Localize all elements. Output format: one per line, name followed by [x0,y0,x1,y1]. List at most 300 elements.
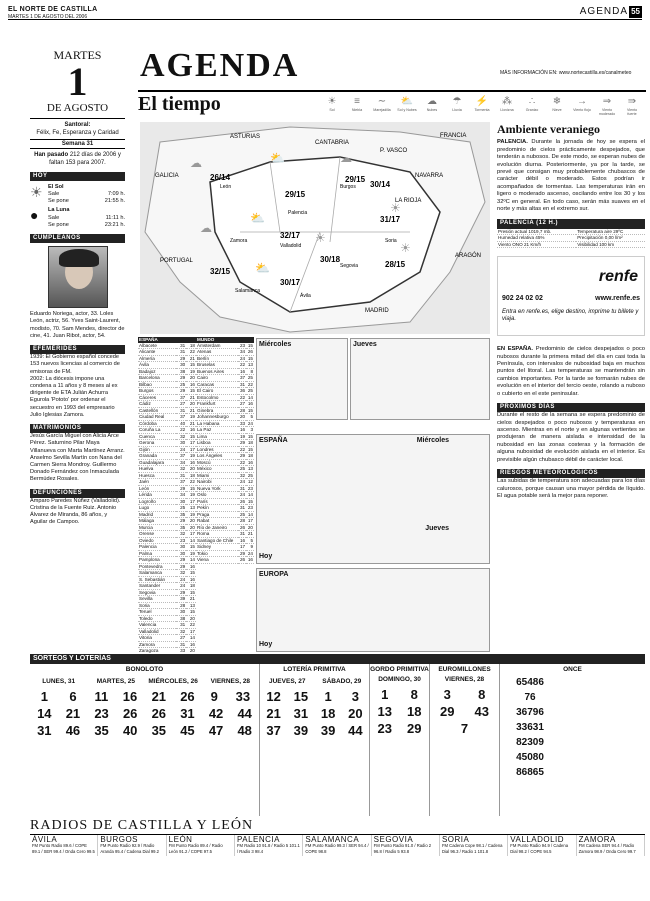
spain-city-row: Zaragoza 33 20 [139,648,195,653]
svg-text:30/18: 30/18 [320,255,341,264]
lottery-number: 20 [348,705,363,721]
next-days-header: PRÓXIMOS DÍAS [497,403,645,412]
sun-label: El Sol [48,183,64,190]
svg-text:☁: ☁ [190,156,202,170]
svg-text:Ávila: Ávila [300,293,311,299]
spain-city-row: Orense 32 17 [139,531,195,536]
world-city-row: Frankfurt 27 16 [197,401,253,406]
once-number: 45080 [516,751,544,763]
spain-city-row: Toledo 38 20 [139,615,195,621]
sun-block [30,184,125,206]
lottery-header: SORTEOS Y LOTERÍAS [30,654,645,664]
radio-province: VALLADOLID [510,835,565,844]
lottery-number: 26 [122,705,138,721]
palencia-data: Presión actual 1019,7 mb. Temperatura aire 29ºC Humedad relativa 45% Precipitación 0,00 l/m² Viento ONO 21 Km/h Visibilidad 100 km [497,229,645,249]
spain-cities: ESPAÑA Albacete 31 18 Alicante 31 22 Almería 29 21 Ávila 30 15 Badajoz 38 19 Barcelona 29 20 Bilbao 25 16 Burgos 29 15 Cáceres 37 21 Cádiz 27 20 Castellón 31 21 Ciudad Real 37 19 Córdoba 40 21 Coruña La 22 16 Cuenca 32 15 Gerona 30 17 Gijón 24 17 Granada 37 19 Guadalajara 34 16 Huelva 32 20 Huesca 31 18 Jaén 37 22 León 29 15 Lérida 34 19 Logroño 30 17 Lugo 25 13 Madrid 35 19 Málaga 29 20 Murcia 35 20 Orense 32 17 Oviedo 23 14 Palencia 30 15 Palma 30 19 Pamplona 29 14 Pontevedra 29 16 Salamanca 32 15 S. Sebastián 24 16 Santander 24 18 Segovia 29 15 Sevilla 39 21 Soria 28 13 Teruel 30 15 Toledo 38 20 Valencia 31 22 Valladolid 32 17 Vitoria 27 14 Zamora 31 16 Zaragoza 33 20 [139,337,195,653]
lottery-number-row [260,722,315,739]
svg-text:Palencia: Palencia [288,210,308,216]
radio-stations: FM Radio 10 91.8 / Radio 5 101.1 / Radio 3 98.4 [236,843,300,854]
lottery-number: 21 [151,688,167,704]
spain-city-row: Ávila 30 15 [139,362,195,367]
radio-stations: FM Cadena Cope 98.1 / Cadena Dial 96.3 / Radio 1 101.8 [441,843,503,854]
map-svg [140,122,490,334]
lottery-number-row [430,686,499,703]
svg-text:MADRID: MADRID [365,308,389,314]
lottery-number-row [145,688,202,705]
spain-city-row: Segovia 29 15 [139,589,195,595]
radio-stations: FM Punto Radio 94.9 / Cadena Dial 98.2 / COPE 94.5 [510,843,569,854]
spain-city-row: Badajoz 38 19 [139,368,195,374]
deaths-header: DEFUNCIONES [30,489,125,498]
lottery-number: 1 [324,688,332,704]
once-number: 65486 [516,676,544,688]
radio-column [98,835,166,856]
spain-city-row: Granada 37 19 [139,453,195,458]
lottery-number: 48 [237,722,252,738]
spain-city-row: Gijón 24 17 [139,446,195,452]
radio-stations: FM Cadena SER 94.4 / Radio Zamora 98.9 / Onda Cero 99.7 [578,843,636,854]
elapsed-text: 212 días de 2006 y faltan 153 para 2007. [49,151,121,166]
birthdays-text: Eduardo Noriega, actor, 33. Loles León, actriz, 56. Yves Saint-Laurent, modisto, 70. Sam Mendes, director de cine, 41. Juan Ribot, actor, 54. [30,311,125,339]
lottery-number: 8 [410,686,418,702]
today-header: HOY [30,172,125,181]
spain-city-row: Cáceres 37 21 [139,394,195,400]
radio-province: SEGOVIA [373,835,414,844]
moon-set-time: 23:21 h. [104,221,125,228]
spain-city-row: Lérida 34 19 [139,492,195,497]
lottery-number: 6 [69,688,77,704]
deaths-text: Amparo Paredes Núñez (Valladolid). Cristina de la Fuente Ruiz. Antonio Álvarez de Miranda, 86 años, y Aguilar de Campoo. [30,497,121,526]
lottery-number: 1 [40,688,48,704]
radio-column [577,835,645,856]
renfe-web[interactable]: www.renfe.es [595,295,640,303]
svg-text:28/15: 28/15 [385,260,406,269]
world-city-row: Río de Janeiro 26 20 [197,524,253,530]
spain-city-row: Ciudad Real 37 19 [139,414,195,419]
radio-province: SORIA [441,835,470,844]
svg-text:⛅: ⛅ [250,211,265,225]
moon-label: La Luna [48,207,70,214]
article-body [497,139,645,213]
day-number: 1 [67,59,88,105]
week-number: Semana 31 [30,139,125,149]
more-info: MÁS INFORMACIÓN EN: www.nortecastilla.es/canalmeteo [500,70,632,76]
next-days-text: Durante el resto de la semana se espera predominio de cielos despejados o poco nubosos y temperaturas en ascenso. Mientras en el norte y en algunas vertientes se produjeran de manera aislada e intensidad de la nubosidad en las zonas costeras y la formación de alguna nubosidad de evolución aislada en el interior. Es previsible algún chubasco débil de carácter local. [497,412,645,463]
radio-province: ÁVILA [32,835,58,844]
world-city-row: Praga 25 14 [197,511,253,517]
article-place: PALENCIA. [497,139,528,146]
radio-province: BURGOS [100,835,138,844]
world-city-row: Caracas 31 22 [197,381,253,387]
legend-wind-mod: ⇒ Viento moderado [598,96,616,117]
spain-city-row: Cuenca 32 15 [139,433,195,439]
world-city-row: Atenas 34 26 [197,349,253,354]
primitiva: LOTERÍA PRIMITIVA JUEVES, 27 12 15 21 31 37 39 SÁBADO, 29 1 3 18 20 39 44 [260,664,370,816]
spain-city-row: Logroño 30 17 [139,498,195,504]
world-city-row: Ámsterdam 23 15 [197,342,253,348]
spain-city-row: Castellón 31 21 [139,407,195,413]
spain-city-row: León 29 15 [139,485,195,491]
svg-text:GALICIA: GALICIA [155,173,179,179]
lottery-number-row [202,722,259,739]
spain-city-row: Vitoria 27 14 [139,635,195,640]
svg-text:29/15: 29/15 [345,175,366,184]
lottery-number: 44 [348,722,363,738]
radio-stations: FM Punto Radio 92.9 / Radio Aranda 95.4 / Cadena Dial 99.2 [100,843,159,854]
svg-text:CANTABRIA: CANTABRIA [315,140,349,146]
weddings-header: MATRIMONIOS [30,424,125,433]
lottery-number: 26 [180,688,195,704]
lottery-number-row [87,705,144,722]
svg-text:30/17: 30/17 [280,278,301,287]
world-city-row: Viena 26 16 [197,557,253,562]
world-city-row: Rabat 28 17 [197,518,253,523]
svg-text:26/14: 26/14 [210,173,231,182]
once-number: 76 [524,691,536,703]
lottery-number: 45 [180,722,195,738]
svg-text:Valladolid: Valladolid [280,243,302,249]
lottery-number-row [202,705,259,722]
lottery-number-row [87,722,144,739]
world-city-row: Lisboa 29 18 [197,440,253,445]
lottery-number-row [260,705,315,722]
lottery-number: 14 [37,705,52,721]
svg-text:LA RIOJA: LA RIOJA [395,198,422,204]
lottery-number: 3 [443,686,451,702]
lottery-number-row [145,705,202,722]
radio-stations: FM Punto Radio 91.0 / Radio 2 96.8 / Radio 5 93.8 [373,843,432,854]
spain-city-row: Zamora 31 16 [139,641,195,647]
weather-title: El tiempo [138,93,221,115]
lottery-number: 23 [377,720,392,736]
spain-city-row: Palma 30 19 [139,550,195,556]
svg-text:Segovia: Segovia [340,263,359,269]
svg-text:30/14: 30/14 [370,180,391,189]
hail-icon: ∴ [528,96,536,107]
wind-mod-icon: ⇒ [602,96,612,107]
legend-clouds: ☁ Nubes [422,96,442,122]
lottery-number-row [87,688,144,705]
sun-cloud-icon: ⛅ [400,96,414,107]
spain-city-row: Málaga 29 20 [139,518,195,523]
spain-city-row: Coruña La 22 16 [139,427,195,432]
radio-province: PALENCIA [236,835,280,844]
once-number: 33631 [516,721,544,733]
map-spain: ESPAÑA Hoy Miércoles Jueves [256,434,490,564]
radio-column [508,835,576,856]
lottery-number: 11 [94,688,109,704]
svg-text:León: León [220,184,232,190]
moon-icon: ● [30,207,39,224]
article-right [497,122,645,500]
lottery-number-row [315,722,370,739]
spain-city-row: Córdoba 40 21 [139,420,195,426]
euro-title: EUROMILLONES [438,666,491,673]
birthdays-header: CUMPLEAÑOS [30,234,125,243]
weekday: MARTES [53,48,102,62]
efemerides-header: EFEMÉRIDES [30,345,125,354]
spain-city-row: Bilbao 25 16 [139,381,195,387]
world-city-row: Oslo 24 14 [197,492,253,497]
palencia-box-title: PALENCIA (12 H.) [497,219,645,228]
once-title: ONCE [563,666,582,673]
lottery-number: 31 [293,705,309,721]
saints: Félix, Fe, Esperanza y Caridad [36,129,119,136]
world-city-row: Berlín 24 15 [197,355,253,361]
lottery-number: 31 [37,722,52,738]
spain-city-row: Murcia 35 20 [139,524,195,530]
spain-city-row: Guadalajara 34 16 [139,459,195,465]
spain-city-row: Teruel 30 15 [139,609,195,614]
moon-rise-label: Sale [48,214,60,221]
lottery-number-row [30,705,87,722]
renfe-phone: 902 24 02 02 [502,295,543,303]
lottery-number: 31 [180,705,195,721]
lottery-number: 37 [266,722,281,738]
spain-city-row: Gerona 30 17 [139,440,195,445]
spain-city-row: Albacete 31 18 [139,342,195,348]
svg-text:FRANCIA: FRANCIA [440,133,467,139]
month: DE AGOSTO [30,102,125,118]
spain-city-row: Burgos 29 15 [139,388,195,393]
lottery-number: 44 [237,705,252,721]
legend-sun-clouds: ⛅ Sol y Nubes [397,96,417,112]
lottery-number: 33 [235,688,251,704]
radio-province: ZAMORA [578,835,616,844]
legend-wind-strong: ⇛ Viento fuerte [622,96,642,122]
page-title: AGENDA [140,47,300,84]
radio-column [303,835,371,856]
lottery-number-row [430,720,499,737]
moon-rise-time: 11:11 h. [105,214,125,221]
sun-rise-time: 7:09 h. [107,190,125,197]
svg-text:Salamanca: Salamanca [235,288,261,294]
lottery-number-row [370,686,429,703]
radio-header: RADIOS DE CASTILLA Y LEÓN [30,818,254,833]
spain-city-row: Valencia 31 22 [139,622,195,627]
world-city-row: París 26 15 [197,498,253,504]
lottery-number: 29 [407,720,422,736]
lottery-number: 26 [151,705,167,721]
page-header [8,6,642,20]
renfe-logo: renfe [598,268,638,286]
lottery-number: 40 [122,722,138,738]
spain-city-row: Pamplona 29 14 [139,557,195,562]
once-number: 36796 [516,706,544,718]
spain-city-row: Pontevedra 29 16 [139,563,195,569]
sun-icon: ☀ [30,183,43,200]
elapsed [30,151,125,167]
lottery-number-row [30,688,87,705]
lottery-number-row [430,703,499,720]
lottery-number-row [202,688,259,705]
sun-rise-label: Sale [48,190,60,197]
spain-text: Predominio de cielos despejados o poco nubosos durante la primera mitad del día en casi toda la Península, con intervalos de nubosidad baja en muchos puntos del litoral. Las temperaturas se mantendrán sin cambios importantes. Por la tarde se formarán nubes de evolución en el interior del tercio oeste, rolando a nuboso o cubierto en el este peninsular. [497,346,645,397]
world-cities: MUNDO Ámsterdam 23 15 Atenas 34 26 Berlín 24 15 Bruselas 22 13 Buenos Aires 16 8 Cairo 37 25 Caracas 31 22 El Cairo 36 25 Estocolmo 22 14 Frankfurt 27 16 Ginebra 28 15 Johannesburgo 20 5 La Habana 33 24 La Paz 16 3 Lima 19 15 Lisboa 29 18 Londres 22 15 Los Ángeles 29 18 Moscú 22 16 México 25 13 Miami 32 25 Nairobi 24 12 Nueva York 31 23 Oslo 24 14 París 26 15 Pekín 31 23 Praga 25 14 Rabat 28 17 Río de Janeiro 26 20 Roma 31 21 Santiago de Chile 16 5 Sidney 17 9 Tokio 29 24 Viena 26 16 [197,337,253,562]
world-city-row: Pekín 31 23 [197,505,253,510]
world-city-row: La Habana 33 24 [197,420,253,426]
legend-snow: ❄ Nieve [547,96,567,122]
storm-icon: ⚡ [475,96,489,107]
world-city-row: Roma 31 21 [197,531,253,536]
radio-province: LEÓN [168,835,193,844]
svg-text:32/17: 32/17 [280,231,301,240]
elapsed-label: Han pasado [34,151,69,158]
weather-legend [322,96,642,122]
radio-column [167,835,235,856]
spain-city-row: Lugo 25 13 [139,505,195,510]
svg-text:31/17: 31/17 [380,215,401,224]
lottery-number: 21 [266,705,281,721]
radio-column [235,835,303,856]
world-city-row: Sidney 17 9 [197,544,253,549]
spain-city-row: Madrid 35 19 [139,511,195,517]
spain-forecast [497,346,645,398]
spain-city-row: Palencia 30 15 [139,544,195,549]
legend-rain: ☂ Lluvia [447,96,467,122]
sun-set-label: Se pone [48,198,69,205]
lottery-number: 3 [351,688,359,704]
lottery-number: 46 [65,722,81,738]
moon-set-label: Se pone [48,221,69,228]
wind-light-icon: → [577,96,587,107]
castilla-leon-map [140,122,490,334]
spain-city-row: Soria 28 13 [139,602,195,608]
lottery-number: 43 [474,703,489,719]
risks-text: Las subidas de temperatura son adecuadas para los días calurosos, porque causan una mayor pérdida de líquido. El agua potable será la mejor para reponer. [497,478,645,500]
lottery-number: 35 [94,722,109,738]
radio-column [440,835,508,856]
once-number: 82309 [516,736,544,748]
lottery-number: 15 [293,688,309,704]
legend-sun: ☀ Sol [322,96,342,122]
world-city-row: México 25 13 [197,466,253,471]
world-city-row: El Cairo 36 25 [197,388,253,393]
svg-text:Zamora: Zamora [230,238,248,244]
lottery-number: 47 [208,722,224,738]
lottery-number: 39 [320,722,336,738]
lottery-number-row [145,722,202,739]
gordo: GORDO PRIMITIVA DOMINGO, 30 1 8 13 18 23 29 [370,664,430,816]
article-text: Durante la jornada de hoy se espera el predominio de cielos prácticamente despejados, que tenderán a nubosos. De este modo, se esperan nubes de evolución diurna. Posteriormente, ya por la tarde, se prevé que consigan muy probablemente chubascos de carácter débil o moderado. Estos podrían ir acompañados de tormentas. Las temperaturas irán en ligero o moderado ascenso, oscilando entre los 30 y los 32ºC en general. En todo caso, serán más suaves en el norte y más altas en el extremo sur. [497,139,645,213]
world-city-row: Lima 19 15 [197,433,253,439]
spain-city-row: Valladolid 32 17 [139,628,195,634]
lottery-number: 23 [94,705,109,721]
spain-city-row: Almería 29 21 [139,355,195,361]
world-city-row: Ginebra 28 15 [197,407,253,413]
svg-text:PORTUGAL: PORTUGAL [160,258,193,264]
legend-fog: ≡ Niebla [347,96,367,122]
snow-icon: ❄ [552,96,562,107]
svg-text:⛅: ⛅ [270,151,285,165]
lottery-number: 12 [266,688,281,704]
renfe-ad[interactable] [497,256,645,336]
world-city-row: Estocolmo 22 14 [197,394,253,400]
svg-text:ASTURIAS: ASTURIAS [230,134,261,140]
efemeride-1: 1939: El Gobierno español concede 153 nuevos licencias al comercio de emisoras de FM. [30,354,120,375]
drizzle-icon: ⁂ [502,96,512,107]
lottery-number: 35 [151,722,167,738]
map-thursday: Jueves [350,338,490,420]
once-number: 86865 [516,766,544,778]
left-column [30,48,125,527]
bonoloto-title: BONOLOTO [125,666,164,673]
svg-text:☀: ☀ [390,201,401,215]
sun-icon: ☀ [327,96,337,107]
spain-place: EN ESPAÑA. [497,346,534,353]
renfe-slogan: Entra en renfe.es, elige destino, imprime tu billete y viaja. [502,309,639,323]
lottery-number: 1 [381,686,389,702]
svg-text:ARAGÓN: ARAGÓN [455,253,482,259]
lottery-number: 8 [478,686,486,702]
lottery-number-row [260,688,315,705]
spain-city-row: Barcelona 29 20 [139,375,195,380]
spain-city-row: Cádiz 27 20 [139,401,195,406]
legend-sea: ∼ Marejadilla [373,96,391,112]
spain-city-row: Santander 24 18 [139,583,195,588]
svg-text:⛅: ⛅ [255,261,270,275]
saints-label: Santoral: [64,121,91,128]
lottery-number-row [315,705,370,722]
map-europe: EUROPA Hoy [256,568,490,652]
newspaper-name: EL NORTE DE CASTILLA [8,6,98,13]
world-city-row: Santiago de Chile 16 5 [197,537,253,543]
world-city-row: Tokio 29 24 [197,550,253,556]
world-city-row: Moscú 22 16 [197,459,253,465]
svg-text:Burgos: Burgos [340,184,356,190]
fog-icon: ≡ [354,96,360,107]
svg-text:32/15: 32/15 [210,267,231,276]
lottery-number: 21 [65,705,81,721]
svg-text:☁: ☁ [200,221,212,235]
world-city-row: Bruselas 22 13 [197,362,253,367]
rain-icon: ☂ [452,96,462,107]
lottery-number-row [370,703,429,720]
bonoloto: BONOLOTO LUNES, 31 1 6 14 21 31 46 MARTES, 25 11 16 23 26 35 40 MIÉRCOLES, 26 21 26 26 31 35 45 VIERNES, 28 9 33 42 44 47 48 [30,664,260,816]
world-city-row: La Paz 16 3 [197,427,253,432]
lottery-number: 7 [460,720,469,736]
once [500,664,645,816]
radio-stations: FM Punto Radio 89.4 / Radio León 91.2 / COPE 97.5 [168,843,223,854]
lottery-number: 29 [440,703,455,719]
svg-text:☁: ☁ [340,151,352,165]
spain-city-row: Huelva 32 20 [139,466,195,471]
map-wednesday: Miércoles [256,338,348,420]
euromillones: EUROMILLONES VIERNES, 28 3 8 29 43 7 [430,664,500,816]
legend-storm: ⚡ Tormenta [472,96,492,122]
svg-text:☀: ☀ [315,231,326,245]
spain-city-row: Jaén 37 22 [139,479,195,484]
spain-city-row: Oviedo 23 14 [139,537,195,543]
radio-columns [30,834,645,856]
lottery-number-row [30,722,87,739]
radio-column [372,835,440,856]
lottery-number-row [315,688,370,705]
world-city-row: Johannesburgo 20 5 [197,414,253,419]
world-city-row: Nairobi 24 12 [197,479,253,484]
legend-wind-light: → Viento flojo [573,96,591,112]
svg-text:NAVARRA: NAVARRA [415,173,444,179]
lottery-number: 13 [377,703,392,719]
lottery-number: 9 [210,688,218,704]
sun-set-time: 21:55 h. [104,198,125,205]
radio-stations: FM Punto Radio 89.6 / COPE 89.1 / SER 99.4 / Onda Cero 99.5 [32,843,95,854]
legend-drizzle: ⁂ Llovizna [497,96,517,122]
world-city-row: Buenos Aires 16 8 [197,368,253,374]
spain-city-row: S. Sebastián 24 16 [139,576,195,582]
world-city-row: Los Ángeles 29 18 [197,453,253,458]
page-number: 55 [631,7,640,16]
